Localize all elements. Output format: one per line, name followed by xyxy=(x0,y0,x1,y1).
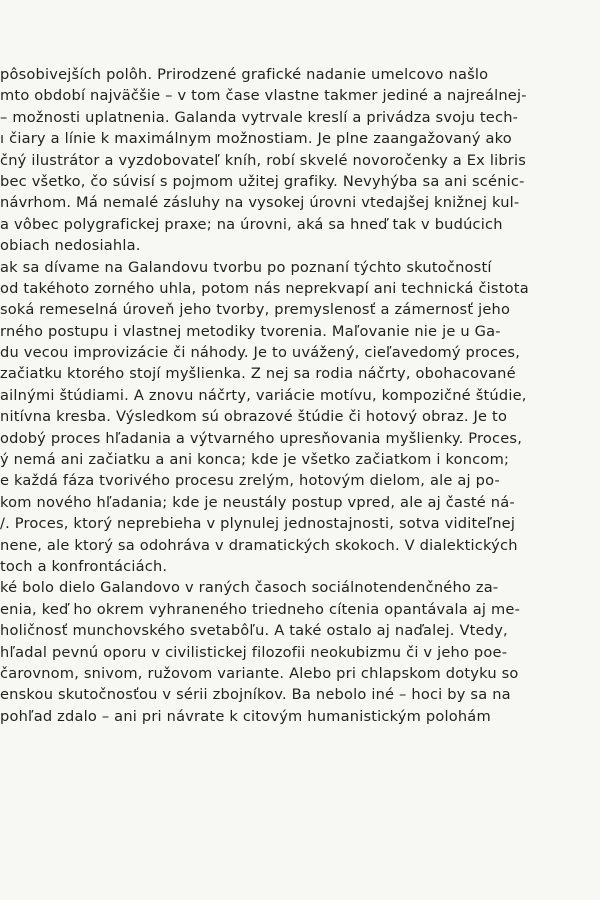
text-line: začiatku ktorého stojí myšlienka. Z nej sa rodia náčrty, obohacované xyxy=(0,365,516,383)
text-line: du vecou improvizácie či náhody. Je to uvážený, cieľavedomý proces, xyxy=(0,344,521,362)
text-line: ké bolo dielo Galandovo v raných časoch sociálnotendenčného za- xyxy=(0,579,499,597)
text-line: čný ilustrátor a vyzdobovateľ kníh, robí skvelé novoročenky a Ex libris xyxy=(0,151,527,169)
text-line: e každá fáza tvorivého procesu zrelým, hotovým dielom, ale aj po- xyxy=(0,472,500,490)
text-line: a vôbec polygrafickej praxe; na úrovni, aká sa hneď tak v budúcich xyxy=(0,215,503,233)
text-line: holičnosť munchovského svetabôľu. A také ostalo aj naďalej. Vtedy, xyxy=(0,622,508,640)
text-line: mto období najväčšie – v tom čase vlastne takmer jediné a najreálnej- xyxy=(0,87,527,105)
text-line: – možnosti uplatnenia. Galanda vytrvale kreslí a privádza svoju tech- xyxy=(0,108,519,126)
text-line: návrhom. Má nemalé zásluhy na vysokej úrovni vtedajšej knižnej kul- xyxy=(0,194,520,212)
text-line: nitívna kresba. Výsledkom sú obrazové štúdie či hotový obraz. Je to xyxy=(0,408,508,426)
text-line: enia, keď ho okrem vyhraneného triedneho cítenia opantávala aj me- xyxy=(0,600,521,618)
text-line: enskou skutočnosťou v sérii zbojníkov. Ba nebolo iné – hoci by sa na xyxy=(0,686,511,704)
body-text xyxy=(0,64,600,727)
text-line: ak sa dívame na Galandovu tvorbu po poznaní týchto skutočností xyxy=(0,258,492,276)
text-line: soká remeselná úroveň jeho tvorby, premyslenosť a zámernosť jeho xyxy=(0,301,511,319)
text-line: kom nového hľadania; kde je neustály postup vpred, ale aj časté ná- xyxy=(0,493,515,511)
text-line: čarovnom, snivom, ružovom variante. Alebo pri chlapskom dotyku so xyxy=(0,664,519,682)
text-line: ı čiary a línie k maximálnym možnostiam. Je plne zaangažovaný ako xyxy=(0,130,512,148)
text-line: bec všetko, čo súvisí s pojmom užitej grafiky. Nevyhýba sa ani scénic- xyxy=(0,172,525,190)
text-line: ailnými štúdiami. A znovu náčrty, variácie motívu, kompozičné štúdie, xyxy=(0,386,527,404)
text-line: toch a konfrontáciách. xyxy=(0,557,168,575)
text-line: rného postupu i vlastnej metodiky tvorenia. Maľovanie nie je u Ga- xyxy=(0,322,501,340)
text-line: obiach nedosiahla. xyxy=(0,237,141,255)
text-line: nene, ale ktorý sa odohráva v dramatických skokoch. V dialektických xyxy=(0,536,518,554)
text-line: odobý proces hľadania a výtvarného upresňovania myšlienky. Proces, xyxy=(0,429,523,447)
text-line: od takéhoto zorného uhla, potom nás neprekvapí ani technická čistota xyxy=(0,279,529,297)
text-line: hľadal pevnú oporu v civilistickej filozofii neokubizmu či v jeho poe- xyxy=(0,643,508,661)
text-line: ý nemá ani začiatku a ani konca; kde je všetko začiatkom i koncom; xyxy=(0,451,510,469)
text-line: pôsobivejších polôh. Prirodzené grafické nadanie umelcovo našlo xyxy=(0,66,489,83)
text-line: pohľad zdalo – ani pri návrate k citovým humanistickým polohám xyxy=(0,707,491,725)
text-line: /. Proces, ktorý neprebieha v plynulej jednostajnosti, sotva viditeľnej xyxy=(0,515,516,533)
